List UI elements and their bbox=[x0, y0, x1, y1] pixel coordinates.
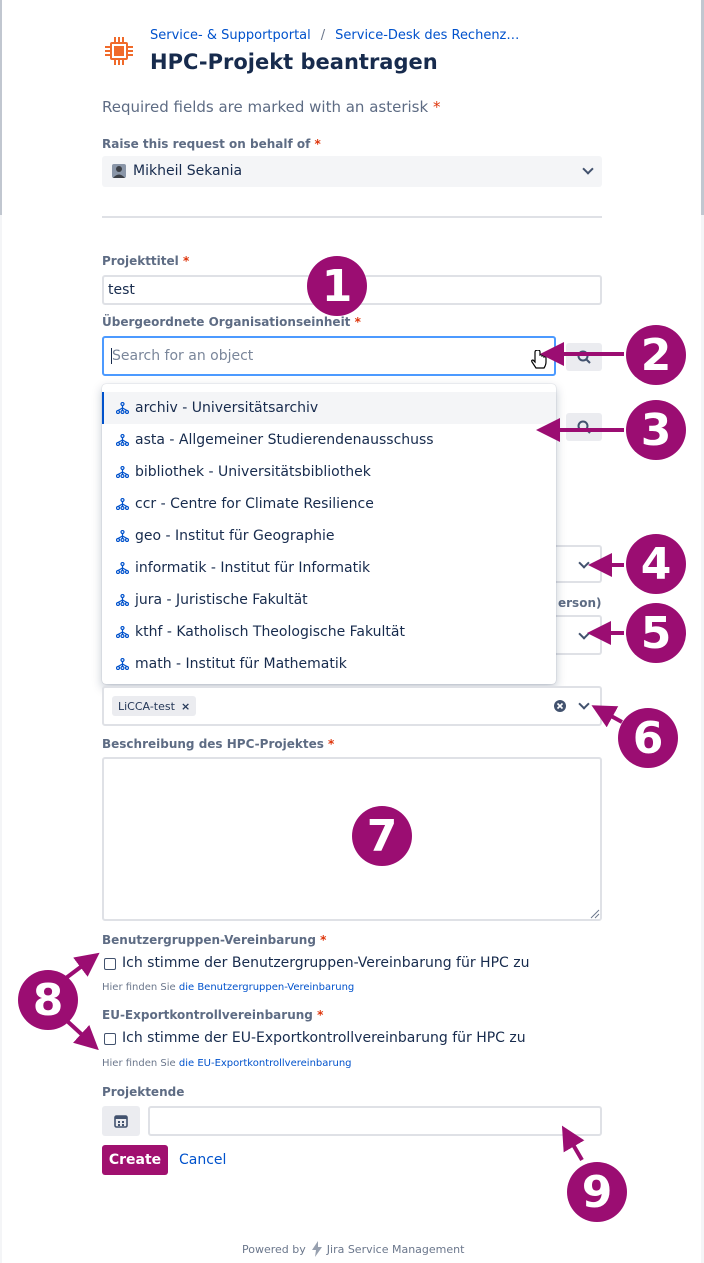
required-star: * bbox=[317, 1008, 324, 1022]
eu-export-hint-prefix: Hier finden Sie bbox=[102, 1058, 176, 1069]
annotation-badge-8: 8 bbox=[18, 970, 78, 1030]
annotation-badge-9: 9 bbox=[567, 1162, 627, 1222]
behalf-label-text: Raise this request on behalf of bbox=[102, 137, 311, 151]
org-unit-option-label: informatik - Institut für Informatik bbox=[135, 560, 371, 576]
benutzergruppen-checkbox-text: Ich stimme der Benutzergruppen-Vereinbarung für HPC zu bbox=[122, 955, 530, 971]
annotation-badge-3: 3 bbox=[626, 400, 686, 460]
required-star: * bbox=[182, 254, 190, 268]
required-star: * bbox=[314, 137, 321, 151]
page-title: HPC-Projekt beantragen bbox=[150, 50, 438, 74]
projekttitel-label-text: Projekttitel bbox=[102, 254, 179, 268]
org-unit-label-text: Übergeordnete Organisationseinheit bbox=[102, 315, 351, 329]
annotation-badge-7: 7 bbox=[352, 806, 412, 866]
footer-powered-text: Powered by bbox=[242, 1242, 306, 1256]
footer-product-link[interactable]: Jira Service Management bbox=[326, 1242, 465, 1256]
request-form-page bbox=[2, 0, 701, 1263]
org-unit-option-label: bibliothek - Universitätsbibliothek bbox=[135, 464, 371, 480]
projekttitel-value: test bbox=[108, 282, 135, 298]
arrow-6 bbox=[602, 711, 622, 722]
hidden-label-tail: erson) bbox=[558, 596, 602, 610]
eu-export-label-text: EU-Exportkontrollvereinbarung bbox=[102, 1008, 313, 1022]
required-star: * bbox=[328, 737, 335, 751]
org-unit-option-label: geo - Institut für Geographie bbox=[135, 528, 335, 544]
required-star: * bbox=[320, 933, 327, 947]
create-button[interactable]: Create bbox=[102, 1145, 168, 1175]
eu-export-link[interactable]: die EU-Exportkontrollvereinbarung bbox=[178, 1058, 352, 1069]
breadcrumb-separator: / bbox=[320, 28, 326, 43]
annotation-badge-2: 2 bbox=[626, 325, 686, 385]
annotation-arrows bbox=[2, 0, 701, 1263]
licca-chip-label: LiCCA-test bbox=[118, 699, 175, 713]
org-unit-option-label: ccr - Centre for Climate Resilience bbox=[135, 496, 374, 512]
org-unit-option-label: archiv - Universitätsarchiv bbox=[135, 400, 319, 416]
org-unit-option-label: jura - Juristische Fakultät bbox=[135, 592, 308, 608]
beschreibung-label-text: Beschreibung des HPC-Projektes bbox=[102, 737, 324, 751]
org-unit-option-label: kthf - Katholisch Theologische Fakultät bbox=[135, 624, 405, 640]
arrow-9 bbox=[568, 1136, 582, 1160]
required-star: * bbox=[354, 315, 361, 329]
org-unit-placeholder: Search for an object bbox=[112, 348, 254, 364]
cancel-button[interactable]: Cancel bbox=[179, 1152, 227, 1168]
annotation-badge-5: 5 bbox=[626, 603, 686, 663]
annotation-badge-4: 4 bbox=[626, 534, 686, 594]
breadcrumb-desk-link[interactable]: Service-Desk des Rechenz… bbox=[335, 28, 520, 43]
arrow-8b bbox=[66, 1020, 90, 1042]
annotation-badge-1: 1 bbox=[307, 256, 367, 316]
projektende-label: Projektende bbox=[102, 1085, 185, 1099]
benutzergruppen-label-text: Benutzergruppen-Vereinbarung bbox=[102, 933, 316, 947]
required-star: * bbox=[432, 98, 441, 116]
breadcrumb-portal-link[interactable]: Service- & Supportportal bbox=[150, 28, 311, 43]
org-unit-option-label: asta - Allgemeiner Studierendenausschuss bbox=[135, 432, 434, 448]
arrow-8a bbox=[66, 960, 90, 978]
eu-export-checkbox-text: Ich stimme der EU-Exportkontrollvereinbarung für HPC zu bbox=[122, 1030, 526, 1046]
annotation-badge-6: 6 bbox=[618, 708, 678, 768]
behalf-value: Mikheil Sekania bbox=[133, 163, 243, 179]
benutzergruppen-hint-prefix: Hier finden Sie bbox=[102, 982, 176, 993]
org-unit-option-label: math - Institut für Mathematik bbox=[135, 656, 347, 672]
chip-remove-icon[interactable]: × bbox=[180, 699, 191, 713]
benutzergruppen-link[interactable]: die Benutzergruppen-Vereinbarung bbox=[178, 982, 355, 993]
required-note-text: Required fields are marked with an asterisk bbox=[102, 98, 429, 116]
arrow-group bbox=[66, 354, 624, 1160]
